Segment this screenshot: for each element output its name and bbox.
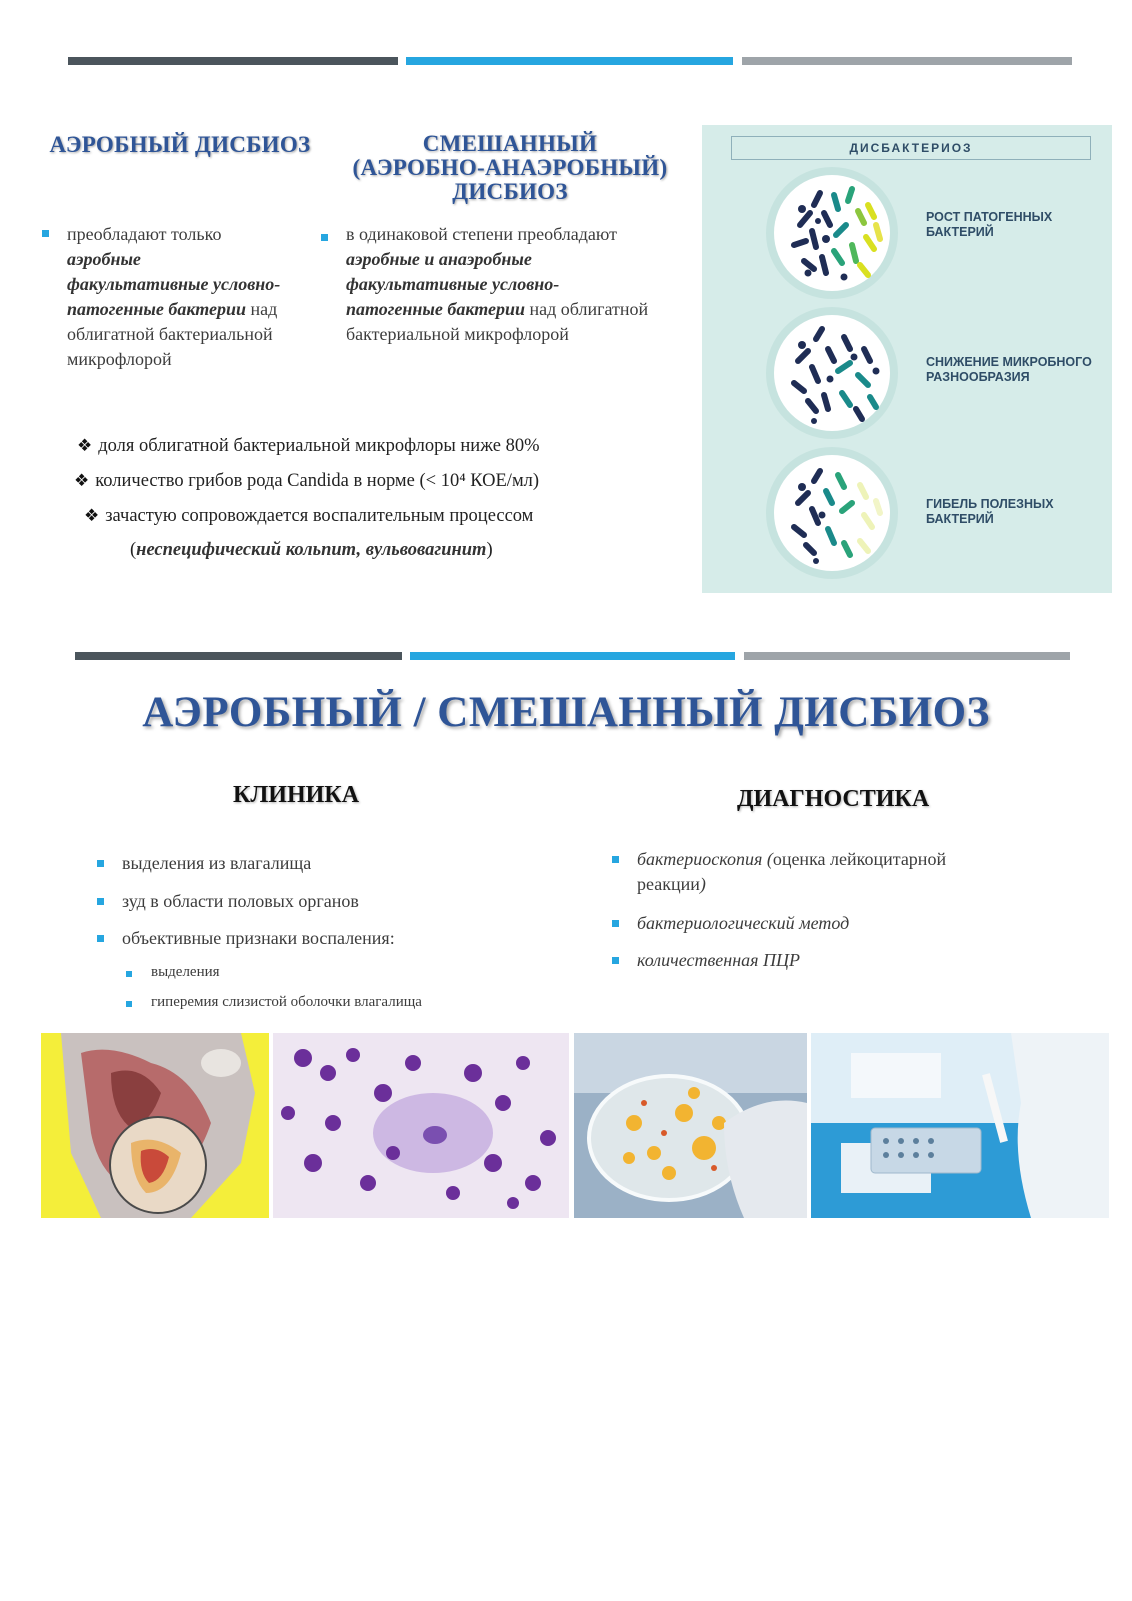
bullet-square (612, 957, 619, 964)
petri-dish-image (574, 1033, 807, 1218)
diagnostics-heading: ДИАГНОСТИКА (737, 786, 930, 812)
clinic-item: объективные признаки воспаления: (122, 928, 395, 948)
diagnostics-item: количественная ПЦР (637, 950, 800, 970)
clinic-item: зуд в области половых органов (122, 891, 359, 911)
bullet-square (42, 230, 49, 237)
bullet-square (321, 234, 328, 241)
aerobic-description: преобладают только аэробные факультативные условно- патогенные бактерии над облигатной бактериальной микрофлорой (67, 224, 281, 369)
pcr-lab-image (811, 1033, 1109, 1218)
beneficial-loss-label: ГИБЕЛЬ ПОЛЕЗНЫХ БАКТЕРИЙ (926, 497, 1054, 526)
fact-item: ❖ доля облигатной бактериальной микрофлоры ниже 80% (77, 436, 540, 456)
smear-microscopy-image (273, 1033, 569, 1218)
fact-item: ❖ зачастую сопровождается воспалительным процессом (84, 506, 534, 526)
divider-bar-blue (410, 652, 735, 660)
beneficial-loss-dish-icon (764, 445, 900, 581)
dysbacteriosis-infographic (702, 125, 1112, 593)
clinic-item: выделения из влагалища (122, 853, 312, 873)
mixed-description: в одинаковой степени преобладают аэробные и анаэробные факультативные условно- патогенные бактерии над облигатной бактериальной микрофлорой (346, 224, 649, 344)
divider-bar-gray (742, 57, 1072, 65)
clinic-heading: КЛИНИКА (233, 782, 360, 808)
fact-note: (неспецифический кольпит, вульвовагинит) (130, 540, 493, 560)
diagnostics-item: бактериологический метод (637, 913, 850, 933)
bullet-square (612, 856, 619, 863)
bullet-square (612, 920, 619, 927)
divider-bar-blue (406, 57, 733, 65)
bullet-square (126, 971, 132, 977)
bullet-square (97, 935, 104, 942)
aerobic-title: АЭРОБНЫЙ ДИСБИОЗ (49, 132, 311, 157)
divider-bar-dark (75, 652, 402, 660)
divider-bar-gray (744, 652, 1070, 660)
bullet-square (126, 1001, 132, 1007)
anatomy-illustration (41, 1033, 269, 1218)
infographic-title: ДИСБАКТЕРИОЗ (731, 136, 1091, 160)
pathogen-growth-dish-icon (764, 165, 900, 301)
pathogen-growth-label: РОСТ ПАТОГЕННЫХ БАКТЕРИЙ (926, 210, 1053, 239)
diagnostics-item: бактериоскопия (оценка лейкоцитарной реакции) (637, 849, 947, 894)
diversity-loss-label: СНИЖЕНИЕ МИКРОБНОГО РАЗНООБРАЗИЯ (926, 355, 1092, 384)
clinic-subitem: гиперемия слизистой оболочки влагалища (151, 994, 422, 1010)
fact-item: ❖ количество грибов рода Candida в норме (< 10⁴ КОЕ/мл) (74, 471, 540, 491)
clinic-subitem: выделения (151, 964, 220, 980)
bullet-square (97, 860, 104, 867)
diversity-loss-dish-icon (764, 305, 900, 441)
slide-title: АЭРОБНЫЙ / СМЕШАННЫЙ ДИСБИОЗ (142, 689, 990, 736)
diamond-bullet-icon: ❖ (77, 436, 93, 455)
mixed-title: СМЕШАННЫЙ (АЭРОБНО-АНАЭРОБНЫЙ) ДИСБИОЗ (352, 131, 668, 204)
diamond-bullet-icon: ❖ (84, 506, 100, 525)
diamond-bullet-icon: ❖ (74, 471, 90, 490)
divider-bar-dark (68, 57, 398, 65)
bullet-square (97, 898, 104, 905)
